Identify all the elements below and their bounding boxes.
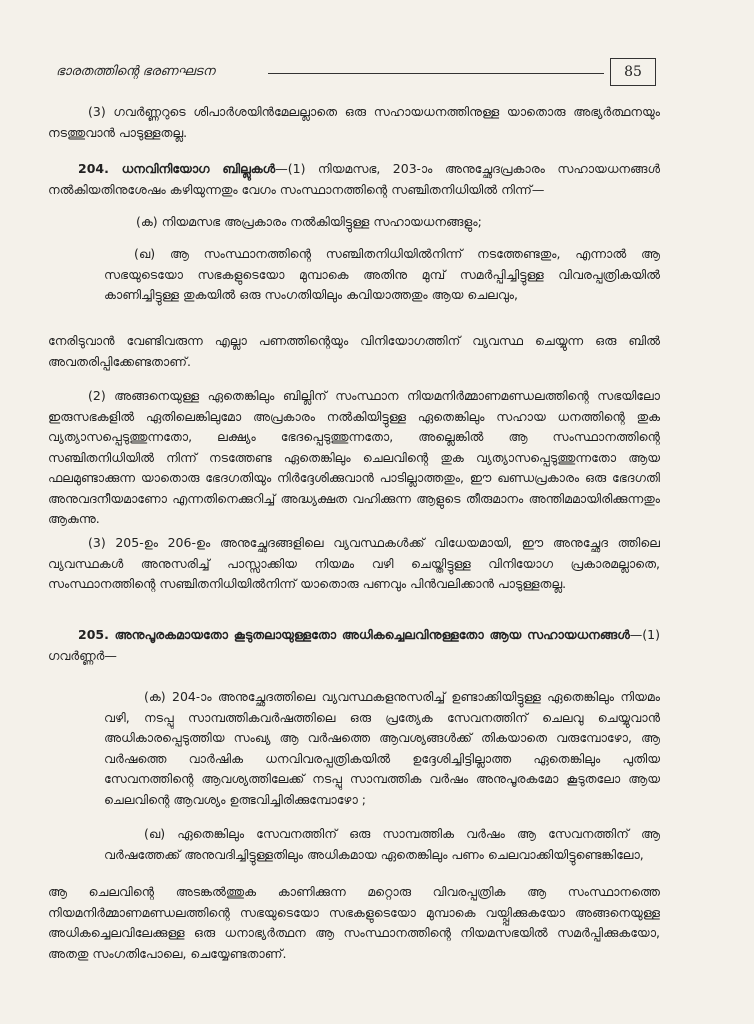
page-header	[56, 60, 656, 92]
paragraph-203-3: (3) ഗവർണ്ണറുടെ ശിപാർശയിൻമേലല്ലാതെ ഒരു സഹായധനത്തിനുള്ള യാതൊരു അഭ്യർത്ഥനയും നടത്തുവാൻ പാടുള്ളതല്ല.	[48, 104, 660, 140]
section-204-tail: നേരിടുവാൻ വേണ്ടിവരുന്ന എല്ലാ പണത്തിന്റെയും വിനിയോഗത്തിന് വ്യവസ്ഥ ചെയ്യുന്ന ഒരു ബിൽ അവതരിപ്പിക്കേണ്ടതാണ്.	[48, 333, 660, 369]
section-205-title: 205. അനുപൂരകമായതോ കൂടുതലായുള്ളതോ അധികച്ചെലവിനുള്ളതോ ആയ സഹായധനങ്ങൾ	[78, 627, 630, 642]
section-204-intro: —(1) നിയമസഭ, 203-ാം അനുച്ഛേദപ്രകാരം സഹായധനങ്ങൾ നൽകിയതിനുശേഷം കഴിയുന്നതും വേഗം സംസ്ഥാനത്തിന്റെ സഞ്ചിതനിധിയിൽ നിന്ന്—	[48, 161, 661, 197]
clause-205-a: (ക) 204-ാം അനുച്ഛേദത്തിലെ വ്യവസ്ഥകളനുസരിച്ച് ഉണ്ടാക്കിയിട്ടുള്ള ഏതെങ്കിലും നിയമം വഴി, നടപ്പു സാമ്പത്തികവർഷത്തിലെ ഒരു പ്രത്യേക സേവനത്തിന് ചെലവു ചെയ്യുവാൻ അധികാരപ്പെടുത്തിയ സംഖ്യ ആ വർഷത്തെ ആവശ്യങ്ങൾക്ക് തികയാതെ വരുമ്പോഴോ, ആ വർഷത്തെ വാർഷിക ധനവിവരപ്പത്രികയിൽ ഉദ്ദേശിച്ചിട്ടില്ലാത്ത ഏതെങ്കിലും പുതിയ സേവനത്തിന്റെ ആവശ്യത്തിലേക്ക് നടപ്പു സാമ്പത്തിക വർഷം അനുപൂരകമോ കൂടുതലോ ആയ ചെലവിന്റെ ആവശ്യം ഉത്ഭവിച്ചിരിക്കുമ്പോഴോ ;	[104, 689, 660, 807]
running-title: ഭാരതത്തിന്റെ ഭരണഘടന	[56, 64, 215, 79]
section-204-3: (3) 205-ഉം 206-ഉം അനുച്ഛേദങ്ങളിലെ വ്യവസ്ഥകൾക്ക് വിധേയമായി, ഈ അനുച്ഛേദ ത്തിലെ വ്യവസ്ഥകൾ അനുസരിച്ച് പാസ്സാക്കിയ നിയമം വഴി ചെയ്തിട്ടുള്ള വിനിയോഗ പ്രകാരമല്ലാതെ, സംസ്ഥാനത്തിന്റെ സഞ്ചിതനിധിയിൽനിന്ന് യാതൊരു പണവും പിൻവലിക്കാൻ പാടുള്ളതല്ല.	[48, 535, 660, 591]
section-204-opening	[48, 159, 660, 200]
clause-204-b: (ഖ) ആ സംസ്ഥാനത്തിന്റെ സഞ്ചിതനിധിയിൽനിന്ന് നടത്തേണ്ടതും, എന്നാൽ ആ സഭയുടെയോ സഭകളുടെയോ മുമ്പാകെ അതിനു മുമ്പ് സമർപ്പിച്ചിട്ടുള്ള വിവരപ്പത്രികയിൽ കാണിച്ചിട്ടുള്ള തുകയിൽ ഒരു സംഗതിയിലും കവിയാത്തതും ആയ ചെലവും,	[104, 246, 660, 302]
clause-204-a: (ക) നിയമസഭ അപ്രകാരം നൽകിയിട്ടുള്ള സഹായധനങ്ങളും;	[136, 214, 482, 229]
section-205-tail: ആ ചെലവിന്റെ അടങ്കൽത്തുക കാണിക്കുന്ന മറ്റൊരു വിവരപ്പത്രിക ആ സംസ്ഥാനത്തെ നിയമനിർമ്മാണമണ്ഡലത്തിന്റെ സഭയുടെയോ സഭകളുടെയോ മുമ്പാകെ വയ്പ്പിക്കുകയോ അങ്ങനെയുള്ള അധികച്ചെലവിലേക്കുള്ള ഒരു ധനാഭ്യർത്ഥന ആ സംസ്ഥാനത്തിന്റെ നിയമസഭയിൽ സമർപ്പിക്കുകയോ, അതതു സംഗതിപോലെ, ചെയ്യേണ്ടതാണ്.	[48, 884, 660, 961]
section-205-intro: —(1) ഗവർണ്ണർ—	[48, 627, 660, 663]
page-number: 85	[610, 58, 656, 86]
section-204-2: (2) അങ്ങനെയുള്ള ഏതെങ്കിലും ബില്ലിന് സംസ്ഥാന നിയമനിർമ്മാണമണ്ഡലത്തിന്റെ സഭയിലോ ഇരുസഭകളിൽ ഏതിലെങ്കിലുമോ അപ്രകാരം നൽകിയിട്ടുള്ള ഏതെങ്കിലും സഹായ ധനത്തിന്റെ തുക വ്യത്യാസപ്പെടുത്തുന്നതോ, ലക്ഷ്യം ഭേദപ്പെടുത്തുന്നതോ, അല്ലെങ്കിൽ ആ സംസ്ഥാനത്തിന്റെ സഞ്ചിതനിധിയിൽ നിന്ന് നടത്തേണ്ട ഏതെങ്കിലും ചെലവിന്റെ തുക വ്യത്യാസപ്പെടുത്തുന്നതോ ആയ ഫലമുണ്ടാക്കുന്ന യാതൊരു ഭേദഗതിയും നിർദ്ദേശിക്കുവാൻ പാടില്ലാത്തതും, ഈ ഖണ്ഡപ്രകാരം ഒരു ഭേദഗതി അനുവദനീയമാണോ എന്നതിനെക്കുറിച്ച് അദ്ധ്യക്ഷത വഹിക്കുന്ന ആളുടെ തീരുമാനം അന്തിമമായിരിക്കുന്നതും ആകുന്നു.	[48, 388, 660, 526]
clause-205-b: (ഖ) ഏതെങ്കിലും സേവനത്തിന് ഒരു സാമ്പത്തിക വർഷം ആ സേവനത്തിന് ആ വർഷത്തേക്ക് അനുവദിച്ചിട്ടുള്ളതിലും അധികമായ ഏതെങ്കിലും പണം ചെലവാക്കിയിട്ടുണ്ടെങ്കിലോ,	[104, 826, 660, 862]
section-204-title: 204. ധനവിനിയോഗ ബില്ലുകൾ	[78, 161, 276, 176]
header-rule	[268, 73, 604, 74]
section-205-opening	[48, 625, 660, 666]
